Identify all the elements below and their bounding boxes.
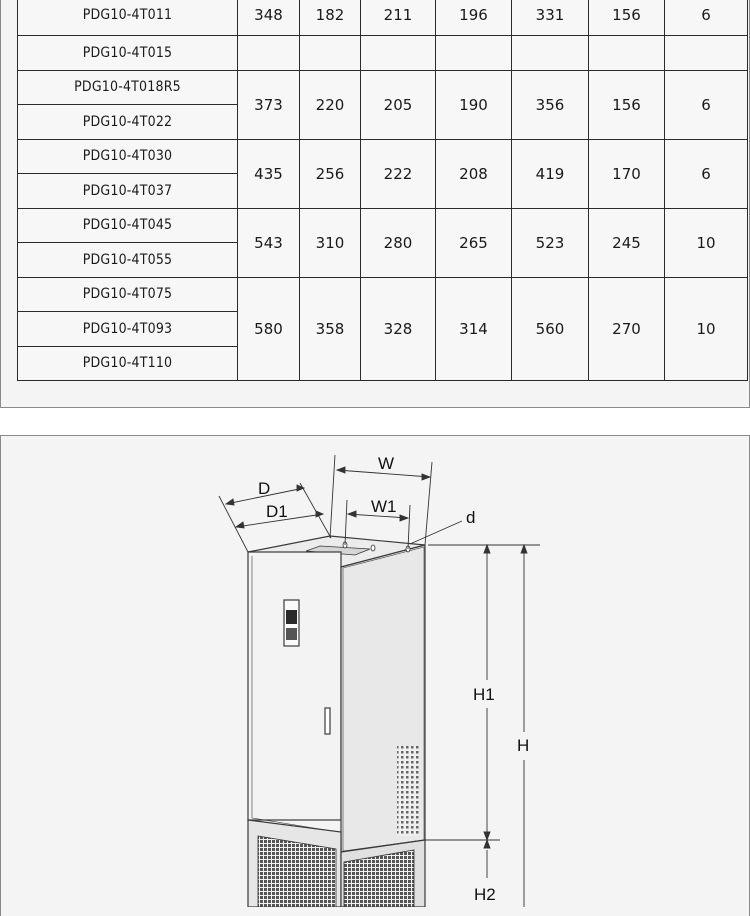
dimension-value-cell: 328	[361, 277, 436, 381]
dimension-value-cell: 358	[300, 277, 361, 381]
label-d: d	[466, 508, 476, 527]
dimension-value-cell: 6	[665, 70, 748, 139]
dimension-value-cell: 222	[361, 139, 436, 208]
dimension-value-cell: 182	[300, 0, 361, 36]
dimension-value-cell: 196	[436, 0, 512, 36]
dimension-value-cell: 156	[589, 70, 665, 139]
model-cell: PDG10-4T075	[18, 277, 238, 312]
dimension-value-cell: 220	[300, 70, 361, 139]
dimension-value-cell: 543	[238, 208, 300, 277]
dimension-value-cell: 208	[436, 139, 512, 208]
dimension-value-cell: 331	[512, 0, 589, 36]
model-cell: PDG10-4T030	[18, 139, 238, 174]
label-W1: W1	[371, 497, 397, 516]
label-D: D	[258, 479, 271, 498]
dimension-value-cell: 205	[361, 70, 436, 139]
dimension-value-cell: 245	[589, 208, 665, 277]
dimension-value-cell: 156	[589, 0, 665, 36]
dimension-value-cell: 270	[589, 277, 665, 381]
dimension-value-cell: 10	[665, 277, 748, 381]
model-cell: PDG10-4T055	[18, 243, 238, 278]
label-H2: H2	[474, 885, 496, 904]
front-grille	[258, 836, 336, 907]
dimension-value-cell: 170	[589, 139, 665, 208]
dimension-value-cell: 348	[238, 0, 300, 36]
model-cell: PDG10-4T015	[18, 36, 238, 71]
dimension-value-cell: 265	[436, 208, 512, 277]
label-H: H	[517, 736, 530, 755]
model-cell: PDG10-4T110	[18, 346, 238, 381]
dimension-value-cell: 523	[512, 208, 589, 277]
dimension-value-cell: 560	[512, 277, 589, 381]
model-cell: PDG10-4T011	[18, 0, 238, 36]
dimension-value-cell: 435	[238, 139, 300, 208]
model-cell: PDG10-4T093	[18, 312, 238, 347]
model-cell: PDG10-4T037	[18, 174, 238, 209]
dimension-value-cell: 10	[665, 208, 748, 277]
dimension-value-cell: 211	[361, 0, 436, 36]
dimension-value-cell: 314	[436, 277, 512, 381]
dimension-value-cell: 356	[512, 70, 589, 139]
side-vent-grille	[397, 746, 419, 836]
dimension-value-cell: 256	[300, 139, 361, 208]
dimension-value-cell: 190	[436, 70, 512, 139]
dimension-value-cell: 419	[512, 139, 589, 208]
model-cell: PDG10-4T045	[18, 208, 238, 243]
model-cell: PDG10-4T022	[18, 105, 238, 140]
dimension-value-cell: 580	[238, 277, 300, 381]
label-H1: H1	[473, 685, 495, 704]
model-cell: PDG10-4T018R5	[18, 70, 238, 105]
dimension-value-cell: 6	[665, 139, 748, 208]
dimension-value-cell: 280	[361, 208, 436, 277]
label-W: W	[378, 454, 395, 473]
dimension-value-cell: 373	[238, 70, 300, 139]
label-D1: D1	[266, 502, 288, 521]
dimension-value-cell: 310	[300, 208, 361, 277]
dimension-value-cell: 6	[665, 0, 748, 36]
